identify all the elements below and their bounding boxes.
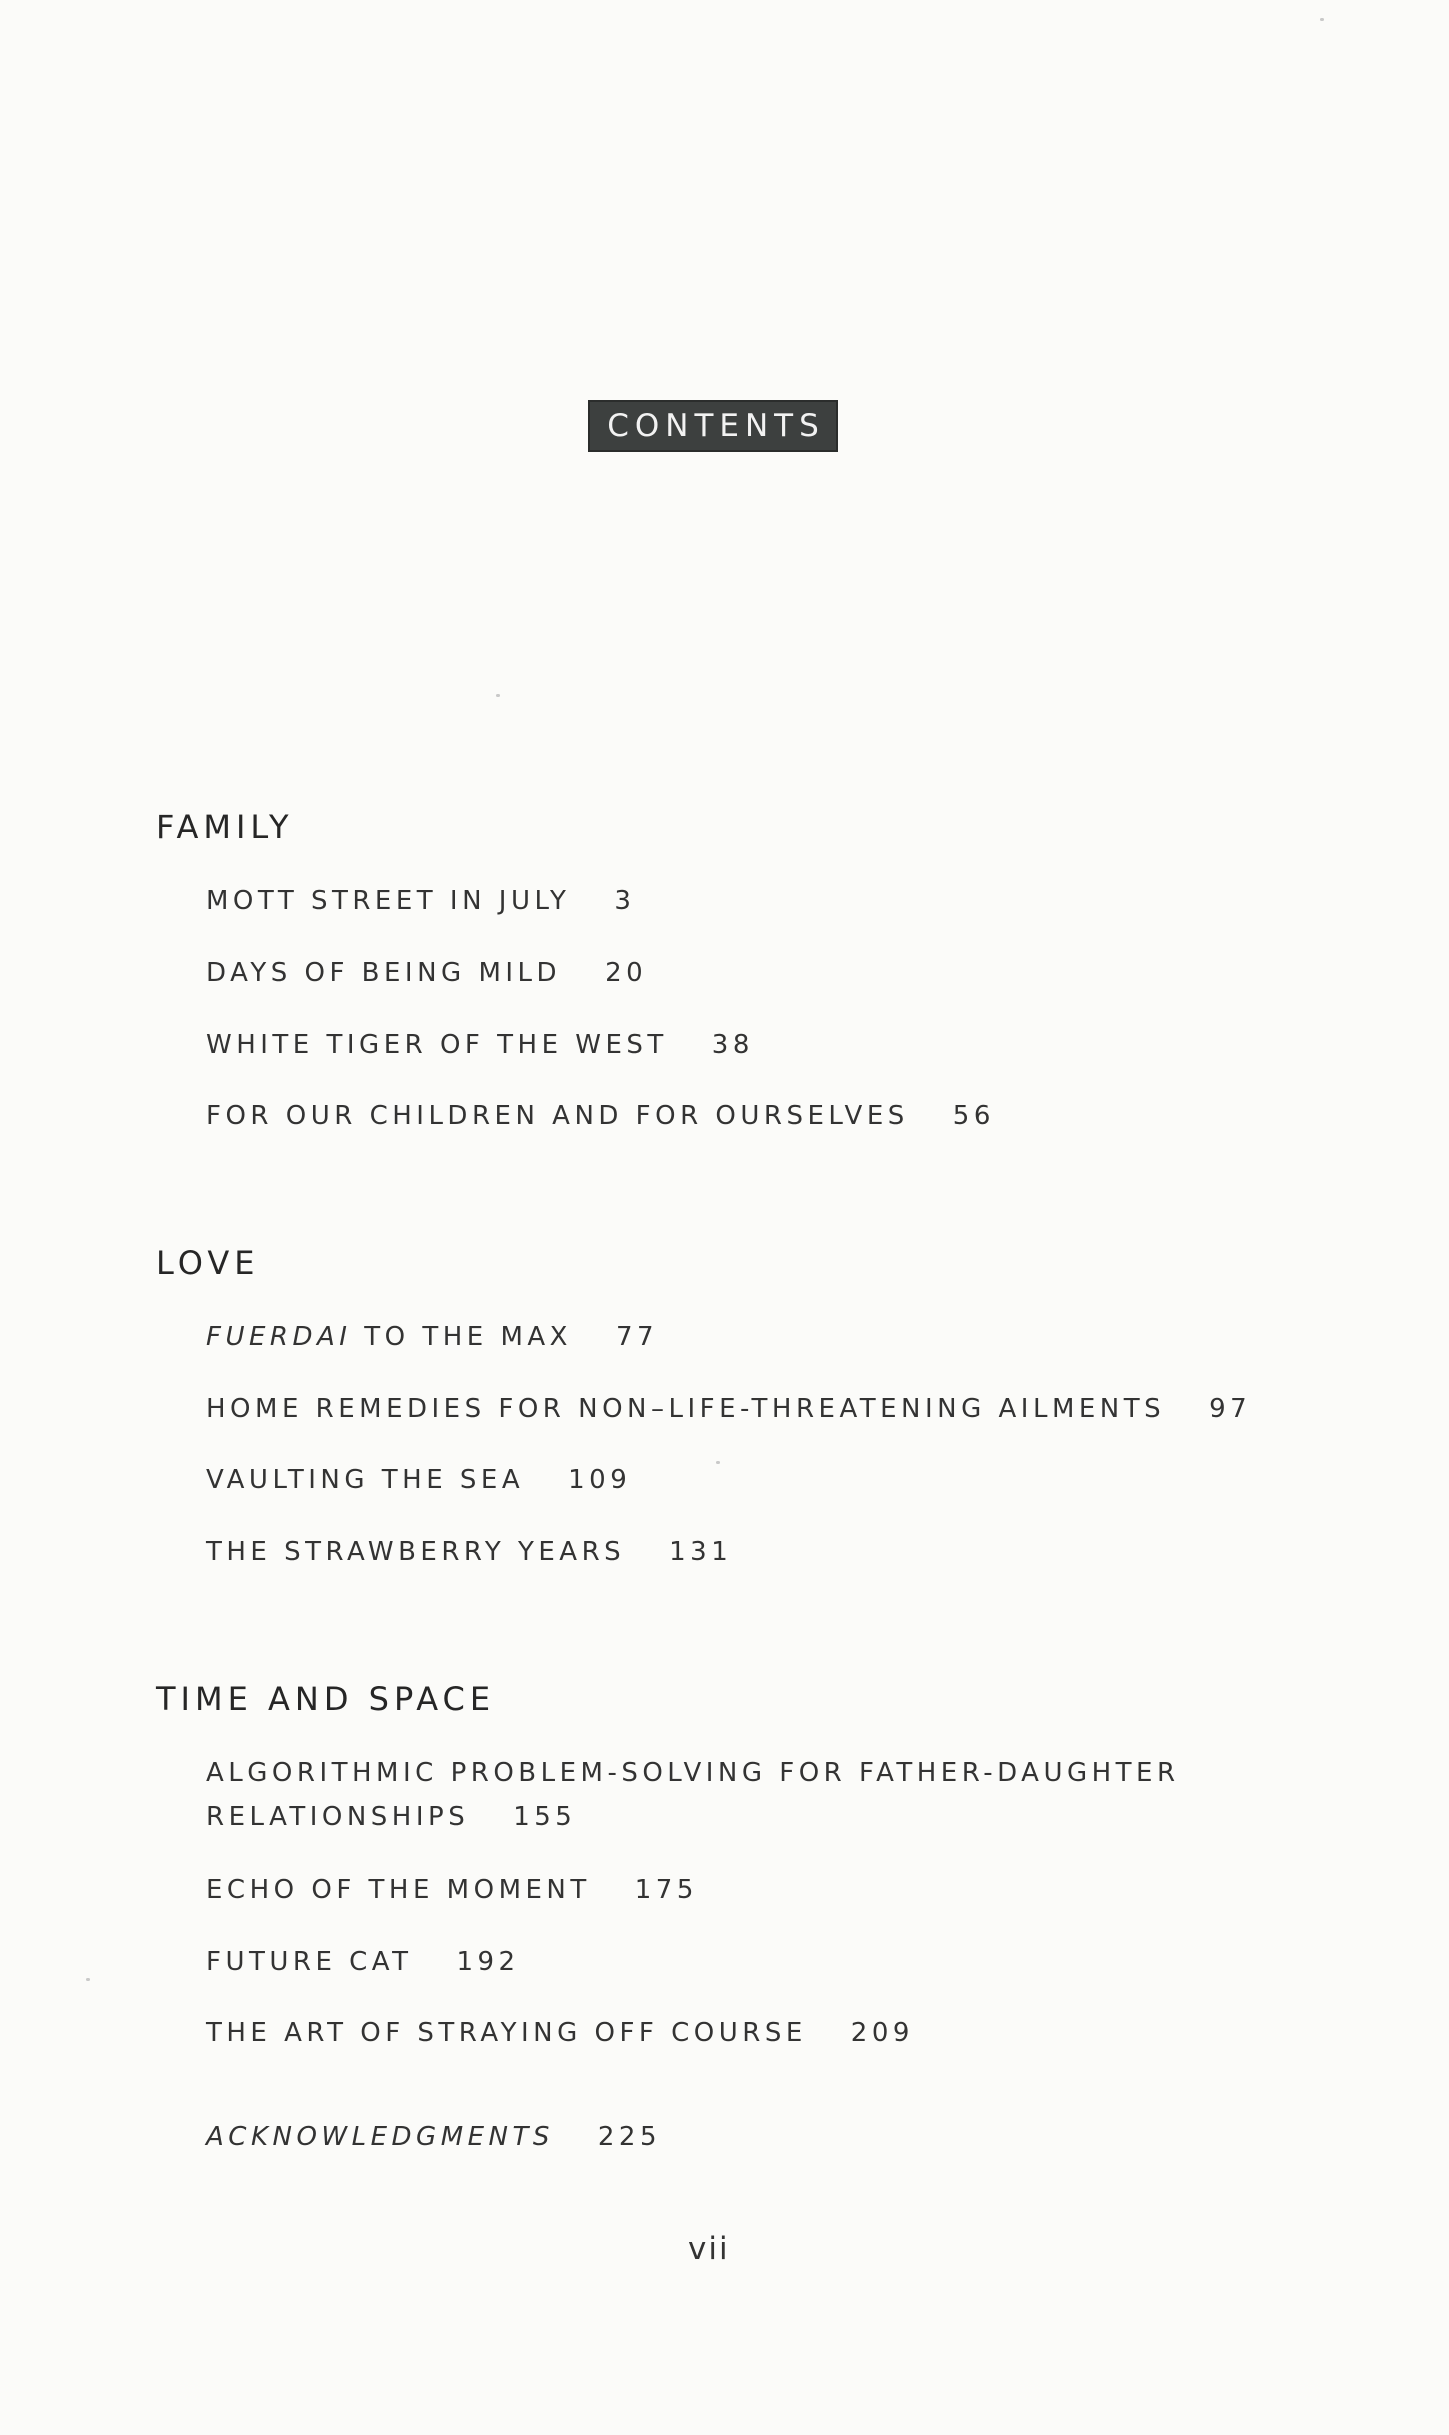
- entry-page-number: 131: [669, 1537, 733, 1567]
- section-heading-time-and-space: TIME AND SPACE: [156, 1680, 496, 1718]
- entry-page-number: 20: [605, 958, 648, 988]
- entry-title: THE STRAWBERRY YEARS: [206, 1537, 626, 1567]
- entry-page-number: 38: [711, 1030, 754, 1060]
- toc-entry-acknowledgments: [206, 2122, 661, 2152]
- entry-page-number: 56: [952, 1101, 995, 1131]
- toc-entry: [206, 1394, 1251, 1424]
- scan-speck: [716, 1461, 720, 1464]
- entry-title: ACKNOWLEDGMENTS: [206, 2122, 554, 2152]
- entry-title: RELATIONSHIPS: [206, 1802, 470, 1832]
- entry-title-line1: ALGORITHMIC PROBLEM-SOLVING FOR FATHER-DAUGHTER: [206, 1758, 1180, 1788]
- entry-page-number: 3: [614, 886, 636, 916]
- toc-entry: [206, 958, 647, 988]
- entry-page-number: 209: [850, 2018, 914, 2048]
- entry-page-number: 77: [615, 1322, 659, 1352]
- toc-entry: [206, 1875, 698, 1905]
- toc-entry: [206, 1101, 995, 1131]
- entry-page-number: 155: [513, 1802, 577, 1832]
- toc-entry: [206, 1947, 520, 1977]
- entry-title: DAYS OF BEING MILD: [206, 958, 562, 988]
- entry-page-number: 192: [456, 1947, 520, 1977]
- entry-title: [206, 1322, 572, 1352]
- entry-title: MOTT STREET IN JULY: [206, 886, 571, 916]
- entry-title: WHITE TIGER OF THE WEST: [206, 1030, 668, 1060]
- scan-speck: [86, 1978, 90, 1981]
- entry-page-number: 109: [568, 1465, 632, 1495]
- section-heading-family: FAMILY: [156, 808, 294, 846]
- section-heading-love: LOVE: [156, 1244, 260, 1282]
- entry-title: FOR OUR CHILDREN AND FOR OURSELVES: [206, 1101, 909, 1131]
- entry-page-number: 225: [597, 2122, 662, 2152]
- toc-entry: [206, 2018, 914, 2048]
- page-folio: vii: [688, 2231, 730, 2267]
- toc-entry: [206, 1537, 732, 1567]
- entry-title: HOME REMEDIES FOR NON–LIFE-THREATENING AILMENTS: [206, 1394, 1166, 1424]
- entry-title-italic: FUERDAI: [206, 1322, 352, 1352]
- toc-entry: [206, 1030, 754, 1060]
- entry-title: THE ART OF STRAYING OFF COURSE: [206, 2018, 807, 2048]
- entry-page-number: 97: [1209, 1394, 1252, 1424]
- scan-speck: [496, 694, 500, 697]
- entry-title-line2-wrap: [206, 1802, 1180, 1832]
- toc-entry: [206, 1758, 1180, 1832]
- entry-title: ECHO OF THE MOMENT: [206, 1875, 591, 1905]
- entry-title: FUTURE CAT: [206, 1947, 413, 1977]
- entry-title: VAULTING THE SEA: [206, 1465, 525, 1495]
- contents-heading: CONTENTS: [607, 408, 825, 444]
- contents-heading-box: [588, 400, 838, 452]
- entry-title-rest: TO THE MAX: [351, 1322, 572, 1352]
- entry-page-number: 175: [634, 1875, 698, 1905]
- toc-entry: [206, 1465, 631, 1495]
- toc-entry: [206, 886, 635, 916]
- scan-speck: [1320, 18, 1324, 21]
- toc-entry: [206, 1322, 658, 1352]
